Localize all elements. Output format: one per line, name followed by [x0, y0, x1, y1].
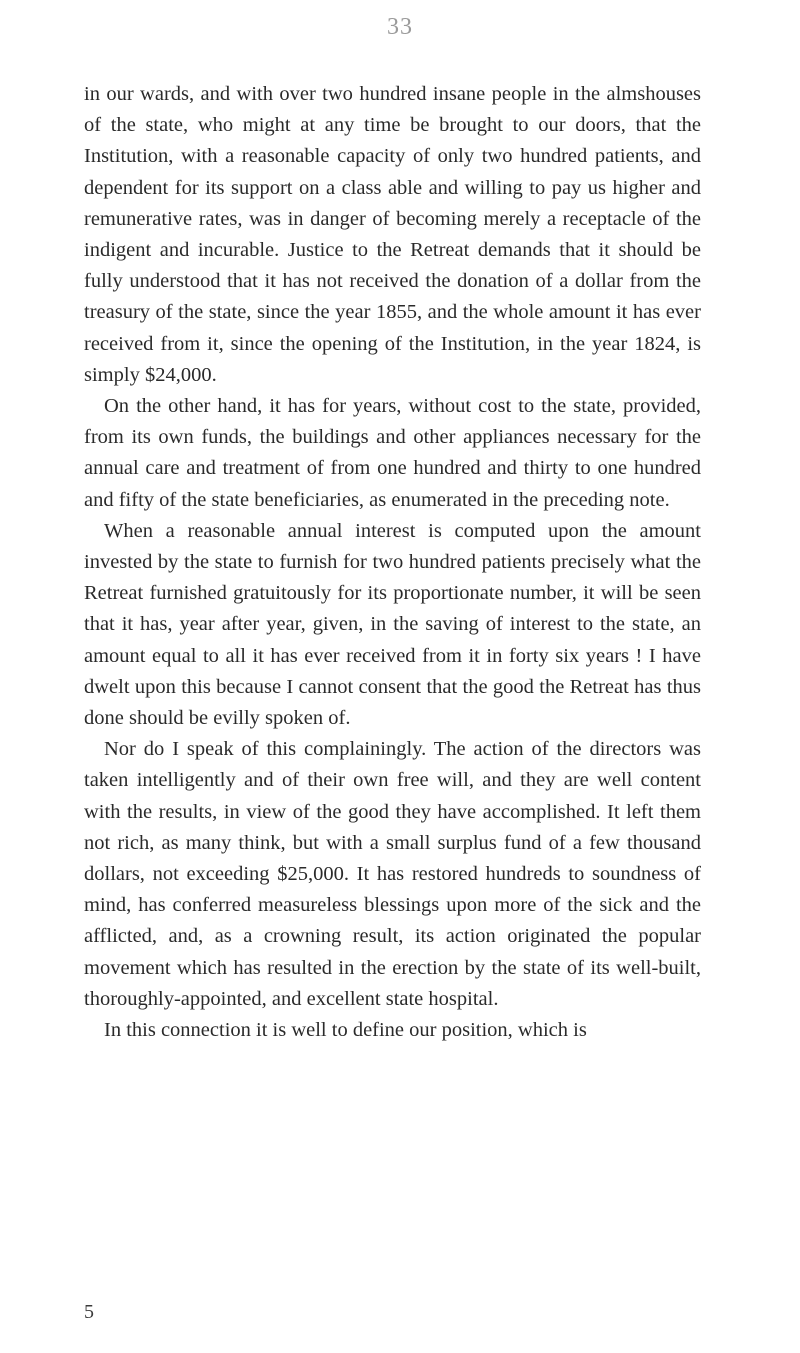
- paragraph-continuation: in our wards, and with over two hundred insane people in the almshouses of the state, who might at any time be brought to our doors, that the Institution, with a reasonable capacity of only two hundred patients, and dependent for its support on a class able and willing to pay us higher and remunerative rates, was in danger of becoming merely a receptacle of the indigent and incurable. Justice to the Retreat demands that it should be fully understood that it has not received the donation of a dollar from the treasury of the state, since the year 1855, and the whole amount it has ever received from it, since the opening of the Institution, in the year 1824, is simply $24,000.: [84, 83, 701, 386]
- paragraph-interest-computation: When a reasonable annual interest is computed upon the amount invested by the state to furnish for two hundred patients precisely what the Retreat furnished gratuitously for its proportionate number, it will be seen that it has, year after year, given, in the saving of interest to the state, an amount equal to all it has ever received from it in forty six years ! I have dwelt upon this because I cannot consent that the good the Retreat has thus done should be evilly spoken of.: [84, 519, 701, 730]
- paragraph-state-provision: On the other hand, it has for years, without cost to the state, provided, from its own funds, the buildings and other appliances necessary for the annual care and treatment of from one hundred and thirty to one hundred and fifty of the state beneficiaries, as enumerated in the preceding note.: [84, 395, 701, 511]
- paragraph-connection: In this connection it is well to define our position, which is: [104, 1019, 587, 1042]
- body-text: [84, 79, 701, 1046]
- page-number: 33: [387, 14, 413, 40]
- paragraph-directors-action: Nor do I speak of this complainingly. The action of the directors was taken intelligently and of their own free will, and they are well content with the results, in view of the good they have accomplished. It left them not rich, as many think, but with a small surplus fund of a few thousand dollars, not exceeding $25,000. It has restored hundreds to soundness of mind, has conferred measureless blessings upon more of the sick and the afflicted, and, as a crowning result, its action originated the popular movement which has resulted in the erection by the state of its well-built, thoroughly-appointed, and excellent state hospital.: [84, 738, 701, 1010]
- signature-mark: 5: [84, 1301, 94, 1323]
